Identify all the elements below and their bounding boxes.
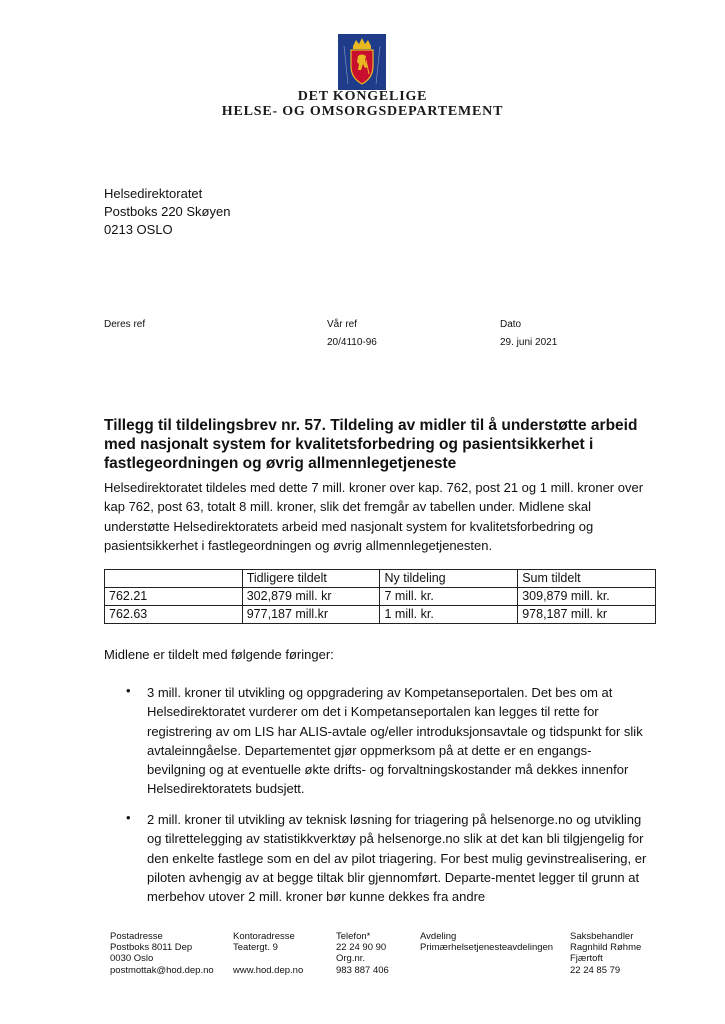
allocation-table: [104, 569, 656, 624]
footer-text: Telefon*: [336, 931, 371, 942]
bullet-marker: •: [126, 683, 131, 698]
table-cell: 978,187 mill. kr: [518, 606, 656, 624]
footer-text: 22 24 90 90: [336, 942, 387, 954]
footer-text: Teatergt. 9: [233, 942, 278, 954]
ministry-name-line1: DET KONGELIGE: [297, 89, 428, 104]
table-cell: 302,879 mill. kr: [242, 588, 380, 606]
footer-text: Primærhelsetjenesteavdelingen: [420, 942, 554, 954]
table-header-cell: Tidligere tildelt: [242, 570, 380, 588]
footer-saksbehandler: [570, 931, 641, 976]
table-cell: 1 mill. kr.: [380, 606, 518, 624]
intro-paragraph: Helsedirektoratet tildeles med dette 7 mill. kroner over kap. 762, post 21 og 1 mill. kroner over kap 762, post 63, totalt 8 mill. kroner, slik det fremgår av tabellen under. Midlene skal understøtte Helsedirektoratets arbeid med nasjonalt system for kvalitetsforbedring og pasientsikkerhet i fastlegeordningen og øvrig allmennlegetjenesten.: [104, 480, 644, 553]
footer-text: 22 24 85 79: [570, 964, 621, 976]
footer-kontoradresse: [233, 931, 303, 976]
recipient-postbox: Postboks 220 Skøyen: [104, 204, 231, 219]
footer-email: postmottak@hod.dep.no: [110, 964, 214, 976]
footer-text: Ragnhild Røhme: [570, 942, 642, 954]
coat-of-arms-logo: [338, 34, 386, 90]
footer-text: Saksbehandler: [570, 931, 634, 942]
table-header-cell: Sum tildelt: [518, 570, 656, 588]
dato-value: 29. juni 2021: [500, 337, 558, 348]
footer-text: Org.nr.: [336, 953, 366, 965]
table-cell: 762.63: [105, 606, 243, 624]
footer-avdeling: [420, 931, 553, 976]
table-header-cell: [105, 570, 243, 588]
footer-text: [233, 953, 303, 964]
footer-text: Fjærtoft: [570, 953, 603, 965]
ministry-name-line2: HELSE- OG OMSORGSDEPARTEMENT: [221, 104, 504, 119]
footer-text: [420, 965, 553, 976]
footer-text: 983 887 406: [336, 964, 389, 976]
footer-text: 0030 Oslo: [110, 953, 154, 965]
footer-website: www.hod.dep.no: [233, 964, 304, 976]
table-cell: 762.21: [105, 588, 243, 606]
footer-text: Postadresse: [110, 931, 163, 942]
table-header-row: [105, 570, 656, 588]
footer-text: [420, 953, 553, 964]
footer-text: Postboks 8011 Dep: [110, 942, 193, 954]
letter-title: Tillegg til tildelingsbrev nr. 57. Tildeling av midler til å understøtte arbeid med nasjonalt system for kvalitetsforbedring og pasientsikkerhet i fastlegeordningen og øvrig allmennlegetjeneste: [104, 417, 638, 472]
var-ref-label: Vår ref: [327, 319, 358, 330]
bullet-item: 2 mill. kroner til utvikling av teknisk løsning for triagering på helsenorge.no og utvikling og tilrettelegging av statistikkverktøy på helsenorge.no slik at det kan bli tilgjengelig for den enkelte fastlege som en del av pilot triagering. For best mulig gevinstrealisering, er piloten avhengig av at begge tiltak blir gjennomført. Departe-mentet legger til grunn at merbehov utover 2 mill. kroner bør kunne dekkes fra andre: [147, 812, 647, 905]
conditions-lead: Midlene er tildelt med følgende føringer:: [104, 647, 334, 662]
bullet-item: 3 mill. kroner til utvikling og oppgradering av Kompetanseportalen. Det bes om at Helsedirektoratet vurderer om det i Kompetanseportalen kan legges til rette for registrering av om LIS har ALIS-avtale og/eller introduksjonsavtale og tidspunkt for slik avtaleinngåelse. Departementet gjør oppmerksom på at dette er en engangs-bevilgning og at eventuelle økte drifts- og forvaltningskostander må dekkes innenfor Helsedirektoratets budsjett.: [147, 685, 643, 797]
footer-text: Kontoradresse: [233, 931, 295, 942]
table-header-cell: Ny tildeling: [380, 570, 518, 588]
bullet-marker: •: [126, 810, 131, 825]
footer-telefon: [336, 931, 389, 976]
table-row: [105, 606, 656, 624]
recipient-postcode-city: 0213 OSLO: [104, 222, 173, 237]
recipient-name: Helsedirektoratet: [104, 186, 203, 201]
table-cell: 977,187 mill.kr: [242, 606, 380, 624]
var-ref-value: 20/4110-96: [327, 337, 377, 348]
table-cell: 7 mill. kr.: [380, 588, 518, 606]
table-cell: 309,879 mill. kr.: [518, 588, 656, 606]
dato-label: Dato: [500, 319, 522, 330]
table-row: [105, 588, 656, 606]
deres-ref-label: Deres ref: [104, 319, 146, 330]
footer-text: Avdeling: [420, 931, 457, 942]
recipient-address: [104, 185, 230, 239]
footer-postadresse: [110, 931, 214, 976]
